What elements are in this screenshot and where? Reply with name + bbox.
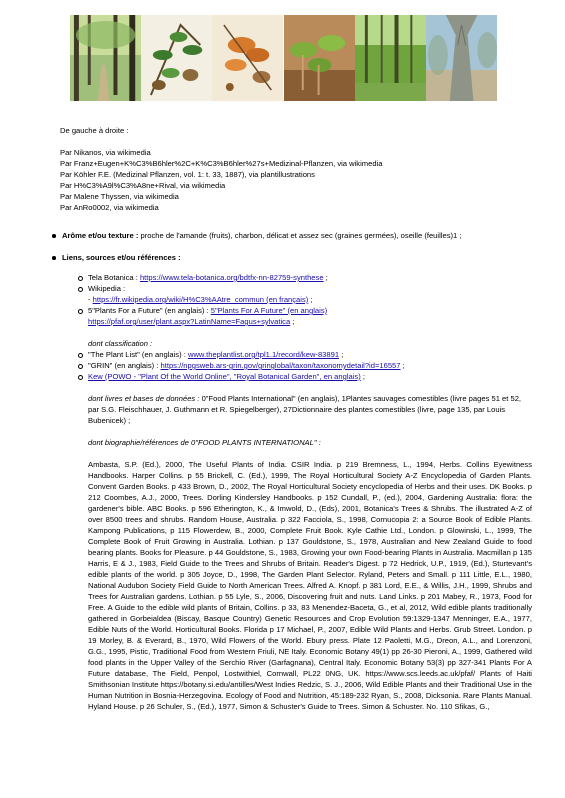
circle-bullet-icon: [78, 353, 83, 358]
wikipedia-item: Wikipedia : - https://fr.wikipedia.org/wiki/H%C3%AAtre_commun (en français) ;: [78, 283, 532, 305]
circle-bullet-icon: [78, 276, 83, 281]
circle-bullet-icon: [78, 287, 83, 292]
circle-bullet-icon: [78, 309, 83, 314]
credit-line: Par H%C3%A9l%C3%A8ne+Rival, via wikimedia: [60, 181, 226, 190]
grin-item: "GRIN" (en anglais) : https://npgsweb.ars-grin.gov/gringlobal/taxon/taxonomydetail?id=16557 ;: [78, 360, 532, 371]
wikipedia-prefix: -: [88, 295, 93, 304]
image-credits: [60, 125, 530, 213]
tela-label: Tela Botanica :: [88, 273, 138, 282]
credit-line: Par Köhler F.E. (Medizinal Pflanzen, vol. 1: t. 33, 1887), via plantillustrations: [60, 170, 315, 179]
biblio-heading: dont biographie/références de: [88, 438, 189, 447]
biblio-heading-line: [78, 437, 532, 448]
credit-line: Par Franz+Eugen+K%C3%B6hler%2C+K%C3%B6hler%27s+Medizinal-Pflanzen, via wikimedia: [60, 159, 383, 168]
books-heading: dont livres et bases de données :: [88, 394, 200, 403]
links-label: Liens, sources et/ou références :: [62, 253, 181, 262]
credit-line: Par Malene Thyssen, via wikimedia: [60, 192, 179, 201]
aroma-text: proche de l'amande (fruits), charbon, délicat et assez sec (graines germées), oseille (feuilles)1 ;: [140, 231, 462, 240]
classification-heading: dont classification :: [88, 339, 153, 348]
plantlist-link[interactable]: www.theplantlist.org/tpl1.1/record/kew-83891: [187, 350, 340, 359]
pff-link-title[interactable]: 5"Plants For A Future" (en anglais): [210, 306, 328, 315]
credit-line: Par Nikanos, via wikimedia: [60, 148, 151, 157]
botanical-plate-photo: [212, 15, 283, 101]
biblio-source: 0"FOOD PLANTS INTERNATIONAL" :: [191, 438, 321, 447]
credit-line: Par AnRo0002, via wikimedia: [60, 203, 159, 212]
plantlist-item: "The Plant List" (en anglais) : www.theplantlist.org/tpl1.1/record/kew-83891 ;: [78, 349, 532, 360]
branch-illustration-photo: [141, 15, 212, 101]
circle-bullet-icon: [78, 375, 83, 380]
bullet-icon: [52, 234, 56, 238]
green-forest-photo: [355, 15, 426, 101]
tree-trunk-photo: [426, 15, 497, 101]
tela-item: Tela Botanica : https://www.tela-botanica.org/bdtfx-nn-82759-synthese ;: [78, 272, 532, 283]
grin-label: "GRIN" (en anglais) :: [88, 361, 159, 370]
bibliography-text: Ambasta, S.P. (Ed.), 2000, The Useful Plants of India. CSIR India. p 219 Bremness, L., 1994, Herbs. Collins Eyewitness Handbooks. Harper Collins. p 55 Brickell, C. (Ed.), 1999, The Royal Horticultural Society A-Z Encyclopedia of Garden Plants. Convent Garden Books. p 433 Brown, D., 2002, The Royal Horticultural Society encyclopedia of Herbs and their uses. DK Books. p 212 Coombes, A.J., 2000, Trees. Dorling Kindersley Handbooks. p 152 Cundall, P., (ed.), 2004, Gardening Australia: flora: the gardener's bible. ABC Books. p 596 Etherington, K., & Imwold, D., (Eds), 2001, Botanica's Trees & Shrubs. The illustrated A-Z of over 8500 trees and shrubs. Random House, Australia. p 322 Facciola, S., 1998, Cornucopia 2: a Source Book of Edible Plants. Kampong Publications, p 115 Flowerdew, B., 2000, Complete Fruit Book. Kyle Cathie Ltd., London. p Glowinski, L., 1999, The Complete Book of Fruit Growing in Australia. Lothian. p 137 Gouldstone, S., 1978, Australian and New Zealand Guide to food bearing plants. Books for Pleasure. p 44 Gouldstone, S., 1983, Growing your own Food-bearing Plants in Australia. Macmillan p 135 Harris, E & J., 1983, Field Guide to the Trees and Shrubs of Britain. Reader's Digest. p 72 Hedrick, U.P., 1919, (Ed.), Sturtevant's edible plants of the world. p 305 Joyce, D., 1998, The Garden Plant Selector. Ryland, Peters and Small. p 111 Little, E.L., 1980, National Audubon Society Field Guide to North American Trees. Alfred A. Knopf. p 381 Lord, E.E., & Willis, J.H., 1999, Shrubs and Trees for Australian gardens. Lothian. p 55 Lyle, S., 2006, Discovering fruit and nuts. Land Links. p 201 Mabey, R., 1973, Food for Free. A Guide to the edible wild plants of Britain, Collins. p 33, 83 Menendez-Baceta, G., et al, 2012, Wild edible plants traditionally gathered in Gorbeialdea (Biscay, Basque Country) Genetic Resources and Crop Evolution 59:1329-1347 Menninger, E.A., 1977, Edible Nuts of the World. Horticultural Books. Florida p 17 Michael, P., 2007, Edible Wild Plants and Herbs. Grub Street. London. p 19 Morley, B. & Everard, B., 1970, Wild Flowers of the World. Ebury press. Plate 12 Paoletti, M.G., Dreon, A.L., and Lorenzoni, G.G., 1995, Pistic, Traditional Food from Western Friuli, NE Italy. Economic Botany 49(1) pp 26-30 Pieroni, A., 1999, Gathered wild food plants in the Upper Valley of the Serchio River (Garfagnana), Central Italy. Economic Botany 53(3) pp 327-341 Plants For A Future database, The Field, Penpol, Lostwithiel, Cornwall, PL22 0NG, UK. https://www.scs.leeds.ac.uk/pfaf/ Plants of Haiti Smithsonian Institute https://botany.si.edu/antilles/West Indies Redzic, S. J., 2006, Wild Edible Plants and their Traditional Use in the Human Nutrition in Bosnia-Herzegovina. Ecology of Food and Nutrition, 45:189-232 Ryan, S., 2008, Dicksonia. Rare Plants Manual. Hyland House. p 26 Schuler, S., (Ed.), 1977, Simon & Schuster's Guide to Trees. Simon & Schuster. No. 110 Sfikas, G.,: [88, 460, 532, 711]
plantlist-label: "The Plant List" (en anglais) :: [88, 350, 186, 359]
wikipedia-label: Wikipedia :: [88, 284, 126, 293]
books-text: 0"Food Plants International" (en anglais), 1Plantes sauvages comestibles (livre pages 51 et 52, par S.G. Fleischhauer, J. Guthmann et R. Spiegelberger), 27Dictionnaire des plantes comestibles (livre, page 135, par Louis Bubenicek) ;: [88, 394, 522, 425]
links-sublist: [78, 272, 532, 712]
kew-item: Kew (POWO - "Plant Of the World Online", "Royal Botanical Garden", en anglais) ;: [78, 371, 532, 382]
photo-strip: [70, 15, 497, 101]
aroma-item: [52, 230, 532, 241]
beech-sprouts-photo: [284, 15, 355, 101]
details-list: [52, 230, 532, 712]
grin-link[interactable]: https://npgsweb.ars-grin.gov/gringlobal/taxon/taxonomydetail?id=16557: [160, 361, 401, 370]
circle-bullet-icon: [78, 364, 83, 369]
kew-link[interactable]: Kew (POWO - "Plant Of the World Online", "Royal Botanical Garden", en anglais): [88, 372, 361, 381]
books-paragraph: [78, 393, 532, 426]
pff-item: 5"Plants For a Future" (en anglais) : 5"Plants For A Future" (en anglais) https://pfaf.org/user/plant.aspx?LatinName=Fagus+sylvatica ;: [78, 305, 532, 327]
tela-link[interactable]: https://www.tela-botanica.org/bdtfx-nn-82759-synthese: [139, 273, 324, 282]
pff-label: 5"Plants For a Future" (en anglais) :: [88, 306, 209, 315]
credits-intro: De gauche à droite :: [60, 126, 129, 135]
bullet-icon: [52, 256, 56, 260]
aroma-label: Arôme et/ou texture :: [62, 231, 139, 240]
wikipedia-link[interactable]: https://fr.wikipedia.org/wiki/H%C3%AAtre_commun (en français): [92, 295, 309, 304]
links-item: [52, 252, 532, 263]
pff-link[interactable]: https://pfaf.org/user/plant.aspx?LatinName=Fagus+sylvatica: [88, 317, 291, 326]
forest-path-photo: [70, 15, 141, 101]
